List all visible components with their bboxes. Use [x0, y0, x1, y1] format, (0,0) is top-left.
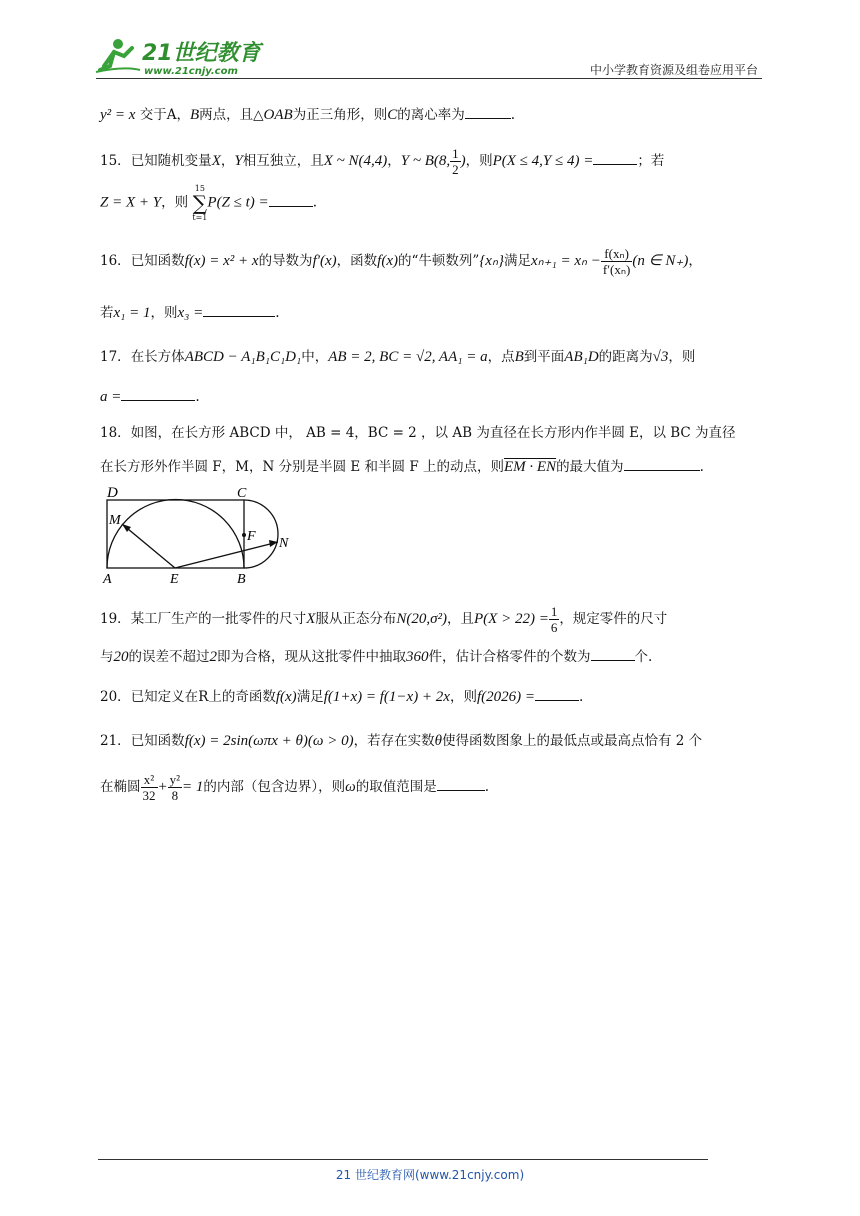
answer-blank — [121, 386, 195, 401]
fraction: $\frac{\text{x²}}{32}$ — [142, 772, 156, 803]
label-d: D — [107, 486, 118, 501]
question-17-line2: a = . — [100, 386, 200, 408]
question-18-line2: 在长方形外作半圆 F，M，N 分别是半圆 E 和半圆 F 上的动点，则EM · EN的最大值为 . — [100, 456, 704, 478]
footer-link[interactable]: 21 世纪教育网(www.21cnjy.com) — [335, 1168, 525, 1182]
fraction: $\frac{1}{2}$ — [452, 146, 459, 177]
site-logo — [94, 36, 264, 80]
label-m: M — [109, 513, 121, 528]
answer-blank — [593, 150, 637, 165]
logo-url: www.21cnjy.com — [144, 66, 238, 77]
answer-blank — [535, 686, 579, 701]
q14-eq: y² = x — [100, 107, 136, 123]
footer-divider — [98, 1159, 708, 1160]
question-number: 15． — [100, 153, 131, 169]
answer-blank — [591, 646, 635, 661]
label-n: N — [279, 536, 289, 551]
answer-blank — [269, 192, 313, 207]
question-16-line2: 若x₁ = 1，则x₃ = . — [100, 302, 280, 324]
platform-title: 中小学教育资源及组卷应用平台 — [589, 63, 758, 77]
question-number: 17． — [100, 349, 131, 365]
vector-en — [175, 542, 278, 568]
label-c: C — [237, 486, 247, 501]
question-17-line1: 17．在长方体ABCD − A₁B₁C₁D₁中，AB = 2, BC = √2, AA₁ = a，点B到平面AB₁D的距离为√3，则 — [100, 349, 696, 365]
question-15-line1: 15．已知随机变量X，Y相互独立，且X ~ N(4,4)，Y ~ B(8, $\frac{1}{2}$ )，则P(X ≤ 4,Y ≤ 4) = ；若 — [100, 146, 665, 177]
question-21-line2: 在椭圆 $\frac{\text{x²}}{32}$ + $\frac{\text{y²}}{8}$ = 1的内部（包含边界），则ω的取值范围是 . — [100, 772, 490, 803]
logo-graphic — [94, 36, 264, 80]
summation: 15 ∑ t=1 — [192, 184, 208, 222]
rectangle-abcd — [107, 500, 244, 568]
label-a: A — [103, 572, 112, 586]
question-15-line2: Z = X + Y，则 15 ∑ t=1 P(Z ≤ t) = . — [100, 184, 317, 222]
question-21-line1: 21．已知函数f(x) = 2sin(ωπx + θ)(ω > 0)，若存在实数θ使得函数图象上的最低点或最高点恰有 2 个 — [100, 733, 703, 749]
semicircle-e — [107, 500, 244, 569]
center-f — [242, 533, 246, 537]
question-number: 19． — [100, 611, 131, 627]
vector-em — [122, 524, 175, 568]
question-19-line2: 与20的误差不超过2即为合格，现从这批零件中抽取360件，估计合格零件的个数为 个. — [100, 646, 652, 668]
vector-product: EM · EN — [503, 459, 557, 475]
q14-tail: y² = x 交于A，B两点，且△OAB为正三角形，则C的离心率为 . — [100, 104, 515, 126]
fraction: $\frac{\text{y²}}{8}$ — [169, 772, 181, 803]
fraction: $\frac{1}{6}$ — [550, 604, 558, 635]
answer-blank — [437, 776, 485, 791]
label-e: E — [170, 572, 179, 586]
semicircle-figure — [100, 486, 300, 586]
figure-svg — [100, 486, 300, 586]
question-number: 20． — [100, 689, 131, 705]
answer-blank — [203, 302, 275, 317]
header-divider — [96, 78, 762, 79]
question-18-line1: 18．如图，在长方形 ABCD 中， AB = 4，BC = 2 ，以 AB 为直径在长方形内作半圆 E，以 BC 为直径 — [100, 425, 736, 441]
answer-blank — [624, 456, 700, 471]
question-number: 16． — [100, 253, 131, 269]
answer-blank — [465, 104, 511, 119]
question-number: 18． — [100, 425, 131, 441]
question-number: 21． — [100, 733, 131, 749]
question-20: 20．已知定义在R上的奇函数f(x)满足f(1+x) = f(1−x) + 2x，则f(2026) = . — [100, 686, 583, 708]
question-19-line1: 19．某工厂生产的一批零件的尺寸X服从正态分布N(20,σ²)，且P(X > 22) = $\frac{1}{6}$ ，规定零件的尺寸 — [100, 604, 668, 635]
label-b: B — [237, 572, 246, 586]
question-16-line1: 16．已知函数f(x) = x² + x的导数为f′(x)，函数f(x)的“牛顿数列”{xₙ}满足xₙ₊₁ = xₙ − $\frac{\text{f(xₙ)}}{\text{f′(xₙ)}}$ (n ∈ N₊)， — [100, 246, 702, 277]
fraction: $\frac{\text{f(xₙ)}}{\text{f′(xₙ)}}$ — [602, 246, 631, 277]
label-f: F — [247, 529, 256, 544]
logo-text: 21世纪教育 — [142, 41, 261, 66]
